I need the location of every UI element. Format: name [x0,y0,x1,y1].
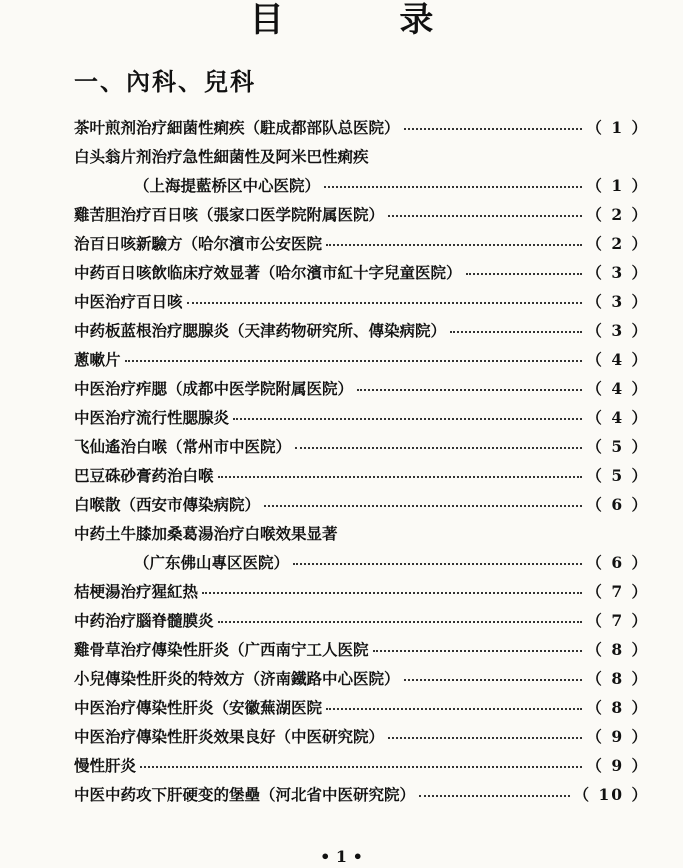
dot-leader [326,708,582,710]
page-number: （ 9 ） [586,755,649,775]
entry-title: 巴豆硃砂膏药治白喉 [74,465,214,485]
entry-title: 中药百日咳飲临床疗效显著（哈尔濱市紅十字兒童医院） [74,262,462,282]
entry-title: 中医治疗傳染性肝炎（安徽蕪湖医院 [74,697,323,717]
entry-title: 慢性肝炎 [74,755,137,775]
entry-title: 雞骨草治疗傳染性肝炎（广西南宁工人医院 [74,639,369,659]
toc-entry[interactable] [74,489,649,518]
toc-entry[interactable] [74,605,649,634]
dot-leader [233,418,582,420]
dot-leader [450,331,582,333]
toc-entry[interactable] [74,576,649,605]
page-number: （ 2 ） [586,233,649,253]
table-of-contents [74,112,649,808]
page-number: （ 7 ） [586,610,649,630]
entry-title: 中医治疗傳染性肝炎效果良好（中医研究院） [74,726,385,746]
page-number: （ 4 ） [586,349,649,369]
page-number: （ 2 ） [586,204,649,224]
toc-entry[interactable] [74,692,649,721]
dot-leader [404,679,583,681]
dot-leader [140,766,582,768]
dot-leader [388,737,582,739]
dot-leader [264,505,582,507]
entry-title: 治百日咳新驗方（哈尔濱市公安医院 [74,233,323,253]
entry-title: 中医治疗流行性腮腺炎 [74,407,230,427]
entry-title: 雞苦胆治疗百日咳（張家口医学院附属医院） [74,204,385,224]
toc-entry[interactable] [74,431,649,460]
page-number: （ 3 ） [586,291,649,311]
entry-title: 茶叶煎剂治疗細菌性痢疾（駐成都部队总医院） [74,117,400,137]
entry-title: 桔梗湯治疗猩紅热 [74,581,199,601]
entry-title: 蔥嗽片 [74,349,121,369]
toc-entry[interactable] [74,460,649,489]
page-number: （ 8 ） [586,668,649,688]
toc-entry[interactable] [74,286,649,315]
entry-title: 白喉散（西安市傳染病院） [74,494,261,514]
dot-leader [466,273,583,275]
toc-entry[interactable] [74,315,649,344]
dot-leader [324,186,582,188]
page-number: （ 4 ） [586,378,649,398]
section-heading: 一、內科、兒科 [74,67,256,96]
entry-title: 飞仙遙治白喉（常州市中医院） [74,436,292,456]
page-number: （ 6 ） [586,552,649,572]
toc-entry[interactable] [74,112,649,141]
page-number: （ 8 ） [586,639,649,659]
entry-title: 中医治疗百日咳 [74,291,183,311]
dot-leader [125,360,583,362]
page-number: （ 5 ） [586,436,649,456]
entry-title: （广东佛山專区医院） [134,552,290,572]
page-title: 目 录 [249,0,486,40]
dot-leader [202,592,582,594]
dot-leader [388,215,582,217]
page-number: （ 1 ） [586,175,649,195]
dot-leader [373,650,583,652]
dot-leader [357,389,582,391]
toc-entry[interactable] [74,721,649,750]
toc-entry[interactable] [74,141,649,170]
page-footer-number: • 1 • [320,847,363,866]
page-number: （ 5 ） [586,465,649,485]
toc-entry[interactable] [74,547,649,576]
entry-title: 中医中药攻下肝硬变的堡壘（河北省中医研究院） [74,784,416,804]
toc-entry[interactable] [74,228,649,257]
page-number: （ 7 ） [586,581,649,601]
page-number: （ 3 ） [586,320,649,340]
dot-leader [218,621,583,623]
toc-entry[interactable] [74,750,649,779]
entry-title: 中药板蓝根治疗腮腺炎（天津药物研究所、傳染病院） [74,320,447,340]
toc-entry[interactable] [74,373,649,402]
toc-entry[interactable] [74,199,649,228]
toc-entry[interactable] [74,170,649,199]
page-number: （ 3 ） [586,262,649,282]
dot-leader [326,244,582,246]
page-number: （ 4 ） [586,407,649,427]
page-number: （ 10 ） [573,784,649,804]
page-number: （ 9 ） [586,726,649,746]
entry-title: 中药治疗腦脊髓膜炎 [74,610,214,630]
page-number: （ 1 ） [586,117,649,137]
toc-entry[interactable] [74,518,649,547]
dot-leader [293,563,582,565]
toc-entry[interactable] [74,634,649,663]
entry-title: （上海提藍桥区中心医院） [134,175,321,195]
page-number: （ 6 ） [586,494,649,514]
dot-leader [404,128,583,130]
dot-leader [295,447,582,449]
toc-entry[interactable] [74,402,649,431]
entry-title: 中药土牛膝加桑葛湯治疗白喉效果显著 [74,523,338,543]
entry-title: 白头翁片剂治疗急性細菌性及阿米巴性痢疾 [74,146,369,166]
page-number: （ 8 ） [586,697,649,717]
dot-leader [218,476,583,478]
toc-entry[interactable] [74,663,649,692]
entry-title: 中医治疗痄腮（成都中医学院附属医院） [74,378,354,398]
toc-entry[interactable] [74,344,649,373]
toc-entry[interactable] [74,779,649,808]
dot-leader [419,795,570,797]
entry-title: 小兒傳染性肝炎的特效方（济南鐵路中心医院） [74,668,400,688]
dot-leader [187,302,583,304]
toc-entry[interactable] [74,257,649,286]
